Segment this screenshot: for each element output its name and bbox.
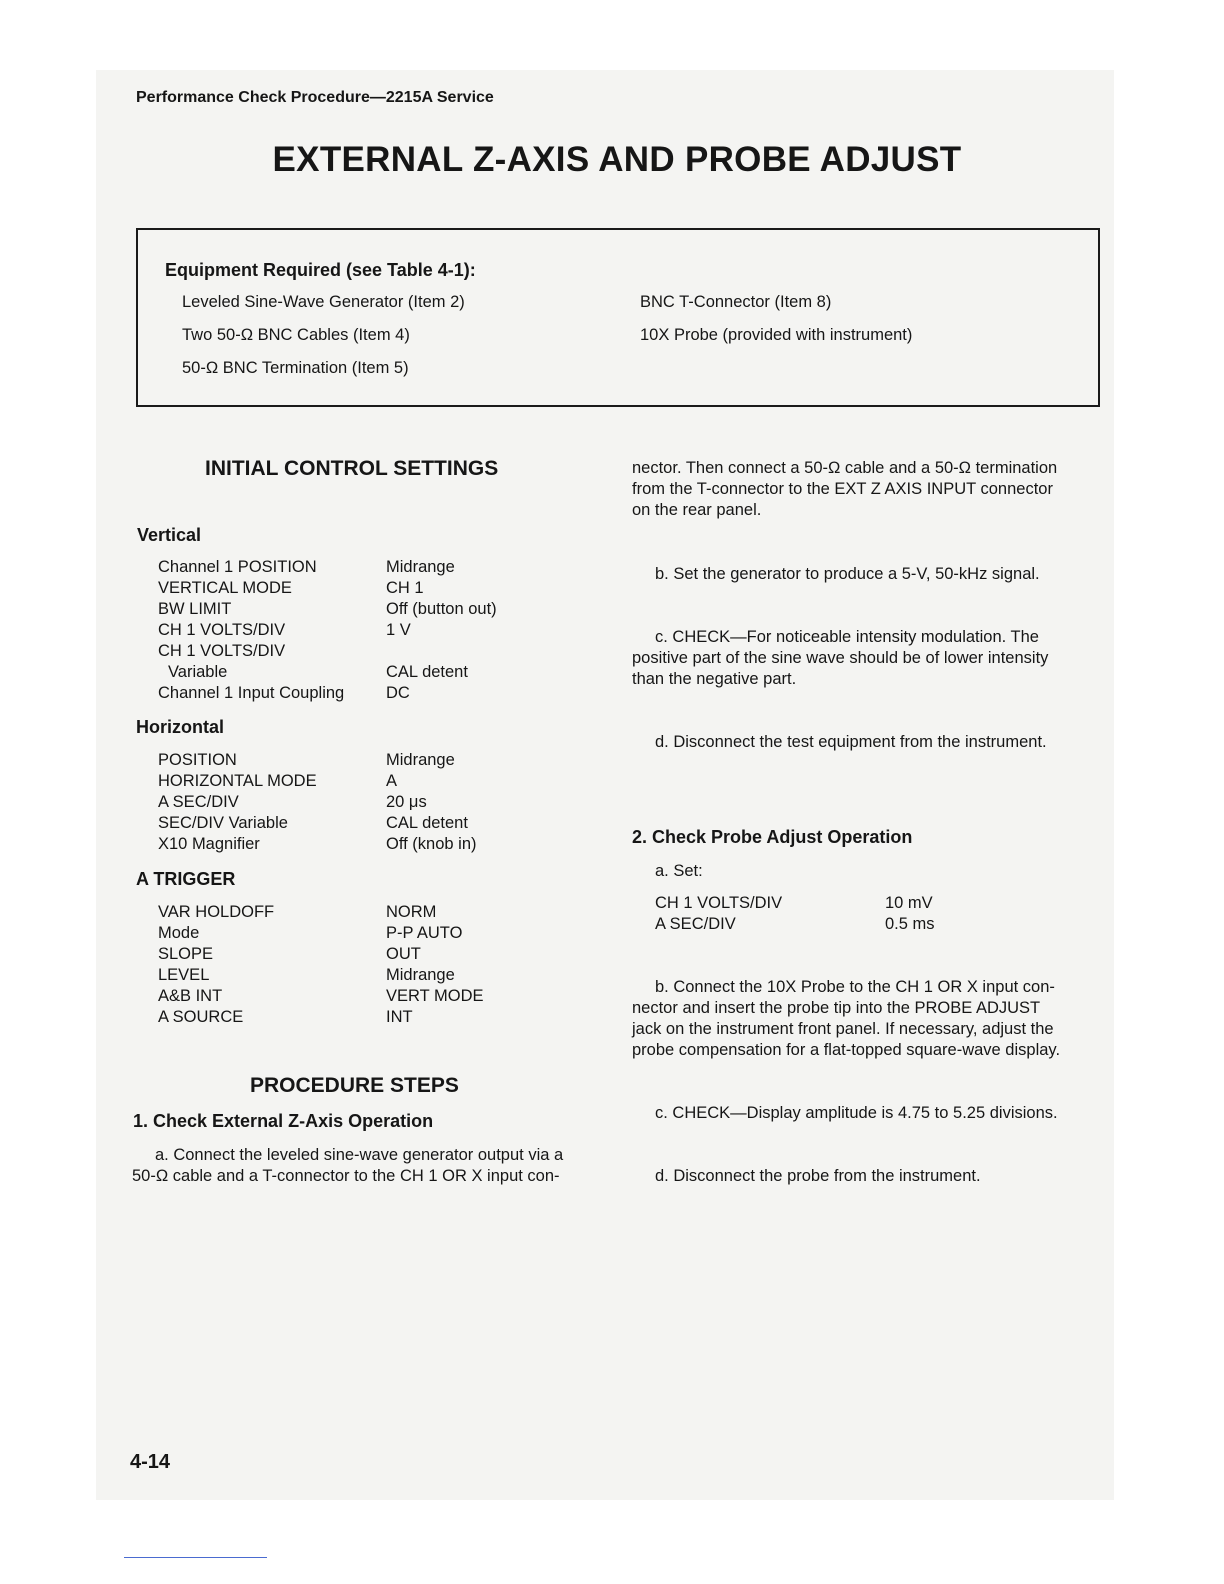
setting-value: P-P AUTO — [386, 924, 463, 942]
setting-label: Channel 1 POSITION — [158, 558, 317, 576]
setting-label: A SOURCE — [158, 1008, 244, 1026]
setting-label: A SEC/DIV — [158, 793, 239, 811]
setting-value: Off (button out) — [386, 600, 497, 618]
setting-value: CAL detent — [386, 663, 468, 681]
setting-label: HORIZONTAL MODE — [158, 772, 317, 790]
setting-value: Midrange — [386, 966, 455, 984]
equipment-item: BNC T-Connector (Item 8) — [640, 293, 832, 311]
step1-a-cont-2: from the T-connector to the EXT Z AXIS INPUT connector — [632, 480, 1053, 498]
setting-value: VERT MODE — [386, 987, 484, 1005]
setting-value: DC — [386, 684, 410, 702]
vertical-heading: Vertical — [137, 525, 202, 545]
setting-label: VERTICAL MODE — [158, 579, 292, 597]
setting-label: Mode — [158, 924, 200, 942]
equipment-item: Leveled Sine-Wave Generator (Item 2) — [182, 293, 465, 311]
setting-label: SEC/DIV Variable — [158, 814, 288, 832]
setting-value: 1 V — [386, 621, 411, 639]
step2-heading: 2. Check Probe Adjust Operation — [632, 827, 913, 847]
step1-c-3: than the negative part. — [632, 670, 797, 688]
setting-value: INT — [386, 1008, 413, 1026]
setting-label: POSITION — [158, 751, 237, 769]
setting-label: A&B INT — [158, 987, 223, 1005]
setting-label: Channel 1 Input Coupling — [158, 684, 345, 702]
step1-a-cont-3: on the rear panel. — [632, 501, 762, 519]
step1-d: d. Disconnect the test equipment from the instrument. — [655, 733, 1047, 751]
step2-setting-value: 0.5 ms — [885, 915, 935, 933]
equipment-title: Equipment Required (see Table 4-1): — [165, 260, 476, 280]
step1-a-line2: 50-Ω cable and a T-connector to the CH 1 OR X input con- — [132, 1167, 560, 1185]
equipment-item: Two 50-Ω BNC Cables (Item 4) — [182, 326, 410, 344]
step1-a-cont-1: nector. Then connect a 50-Ω cable and a 50-Ω termination — [632, 459, 1058, 477]
setting-label: CH 1 VOLTS/DIV — [158, 642, 286, 660]
horizontal-heading: Horizontal — [136, 717, 224, 737]
step2-b-3: jack on the instrument front panel. If necessary, adjust the — [632, 1020, 1054, 1038]
initial-settings-heading: INITIAL CONTROL SETTINGS — [205, 457, 499, 480]
setting-value: 20 μs — [386, 793, 427, 811]
step1-c-1: c. CHECK—For noticeable intensity modulation. The — [655, 628, 1039, 646]
step2-b-2: nector and insert the probe tip into the PROBE ADJUST — [632, 999, 1041, 1017]
page-number: 4-14 — [130, 1451, 171, 1473]
setting-value: A — [386, 772, 398, 790]
trigger-heading: A TRIGGER — [136, 869, 236, 889]
step2-d: d. Disconnect the probe from the instrument. — [655, 1167, 981, 1185]
page-title: EXTERNAL Z-AXIS AND PROBE ADJUST — [272, 140, 962, 179]
setting-value: NORM — [386, 903, 437, 921]
step1-a-line1: a. Connect the leveled sine-wave generator output via a — [155, 1146, 564, 1164]
setting-label: VAR HOLDOFF — [158, 903, 275, 921]
footer-rule — [124, 1557, 267, 1558]
equipment-box — [136, 228, 1100, 407]
equipment-item: 50-Ω BNC Termination (Item 5) — [182, 359, 409, 377]
setting-value: Off (knob in) — [386, 835, 477, 853]
setting-value: OUT — [386, 945, 421, 963]
setting-value: Midrange — [386, 751, 455, 769]
setting-value: CH 1 — [386, 579, 424, 597]
step2-c: c. CHECK—Display amplitude is 4.75 to 5.25 divisions. — [655, 1104, 1058, 1122]
step1-b: b. Set the generator to produce a 5-V, 50-kHz signal. — [655, 565, 1040, 583]
setting-value: Midrange — [386, 558, 455, 576]
setting-label: SLOPE — [158, 945, 214, 963]
setting-label: Variable — [168, 663, 228, 681]
step2-setting-value: 10 mV — [885, 894, 933, 912]
step1-c-2: positive part of the sine wave should be of lower intensity — [632, 649, 1049, 667]
setting-label: X10 Magnifier — [158, 835, 260, 853]
step2-setting-label: A SEC/DIV — [655, 915, 736, 933]
step2-setting-label: CH 1 VOLTS/DIV — [655, 894, 783, 912]
running-header: Performance Check Procedure—2215A Service — [136, 89, 494, 106]
equipment-item: 10X Probe (provided with instrument) — [640, 326, 913, 344]
setting-value: CAL detent — [386, 814, 468, 832]
step1-heading: 1. Check External Z-Axis Operation — [133, 1111, 434, 1131]
setting-label: LEVEL — [158, 966, 210, 984]
step2-a: a. Set: — [655, 862, 703, 880]
step2-b-4: probe compensation for a flat-topped square-wave display. — [632, 1041, 1061, 1059]
procedure-heading: PROCEDURE STEPS — [250, 1074, 459, 1097]
setting-label: BW LIMIT — [158, 600, 232, 618]
step2-b-1: b. Connect the 10X Probe to the CH 1 OR X input con- — [655, 978, 1055, 996]
setting-label: CH 1 VOLTS/DIV — [158, 621, 286, 639]
